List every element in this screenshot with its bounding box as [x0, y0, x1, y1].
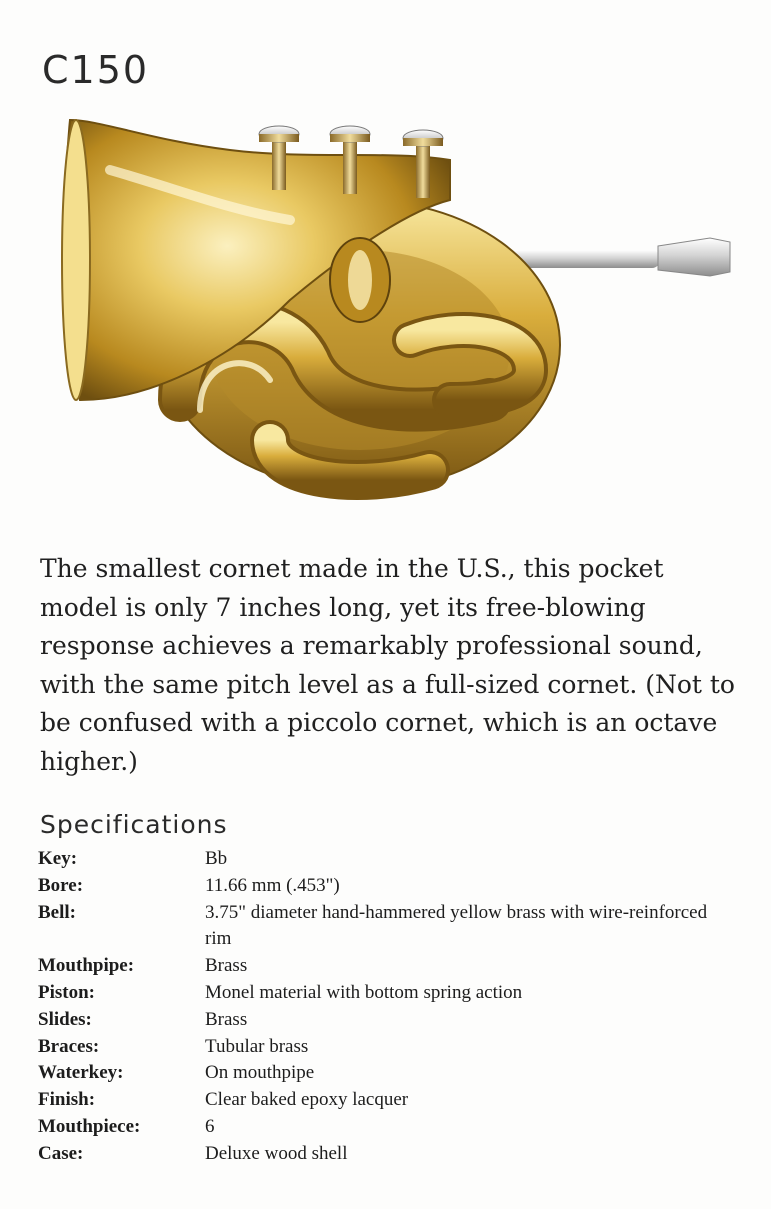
spec-value: Clear baked epoxy lacquer — [205, 1089, 409, 1111]
spec-value: Monel material with bottom spring action — [205, 981, 523, 1003]
spec-row-mouthpiece — [38, 1114, 738, 1141]
spec-label: Slides: — [38, 1008, 92, 1030]
spec-row-finish — [38, 1087, 738, 1114]
spec-label: Mouthpiece: — [38, 1115, 141, 1137]
spec-value: Brass — [205, 955, 248, 977]
specifications-table — [38, 846, 738, 1168]
spec-value: 6 — [205, 1115, 215, 1137]
spec-label: Key: — [38, 848, 78, 869]
spec-row-bore — [38, 873, 738, 900]
spec-label: Piston: — [38, 981, 95, 1003]
spec-label: Mouthpipe: — [38, 955, 135, 977]
spec-row-waterkey — [38, 1060, 738, 1087]
spec-row-mouthpipe — [38, 953, 738, 980]
spec-value: On mouthpipe — [205, 1062, 315, 1084]
model-title: C150 — [42, 48, 150, 93]
spec-row-case — [38, 1141, 738, 1168]
pocket-cornet-illustration — [30, 100, 740, 530]
valve-bottom-caps — [330, 238, 390, 322]
mouthpipe — [500, 238, 730, 276]
spec-value: 11.66 mm (.453") — [205, 874, 340, 896]
spec-value: Deluxe wood shell — [205, 1142, 348, 1164]
product-description: The smallest cornet made in the U.S., this pocket model is only 7 inches long, yet its free-blowing response achieves a remarkably professional sound, with the same pitch level as a full-sized cornet. (Not to be confused with a piccolo cornet, which is an octave higher.) — [40, 554, 735, 776]
spec-row-key — [38, 846, 738, 873]
spec-label: Waterkey: — [38, 1062, 124, 1084]
specifications-heading: Specifications — [40, 810, 228, 839]
spec-label: Braces: — [38, 1035, 100, 1057]
spec-value: Tubular brass — [205, 1035, 309, 1057]
spec-value: Brass — [205, 1008, 248, 1030]
product-image — [30, 100, 740, 530]
spec-row-bell — [38, 900, 738, 954]
spec-label: Case: — [38, 1142, 84, 1164]
spec-value: 3.75" diameter hand-hammered yellow brass with wire-reinforced rim — [205, 901, 708, 950]
spec-label: Finish: — [38, 1089, 96, 1111]
spec-row-braces — [38, 1034, 738, 1061]
spec-value: Bb — [205, 848, 228, 869]
spec-row-slides — [38, 1007, 738, 1034]
spec-row-piston — [38, 980, 738, 1007]
spec-label: Bell: — [38, 901, 76, 923]
spec-label: Bore: — [38, 874, 84, 896]
